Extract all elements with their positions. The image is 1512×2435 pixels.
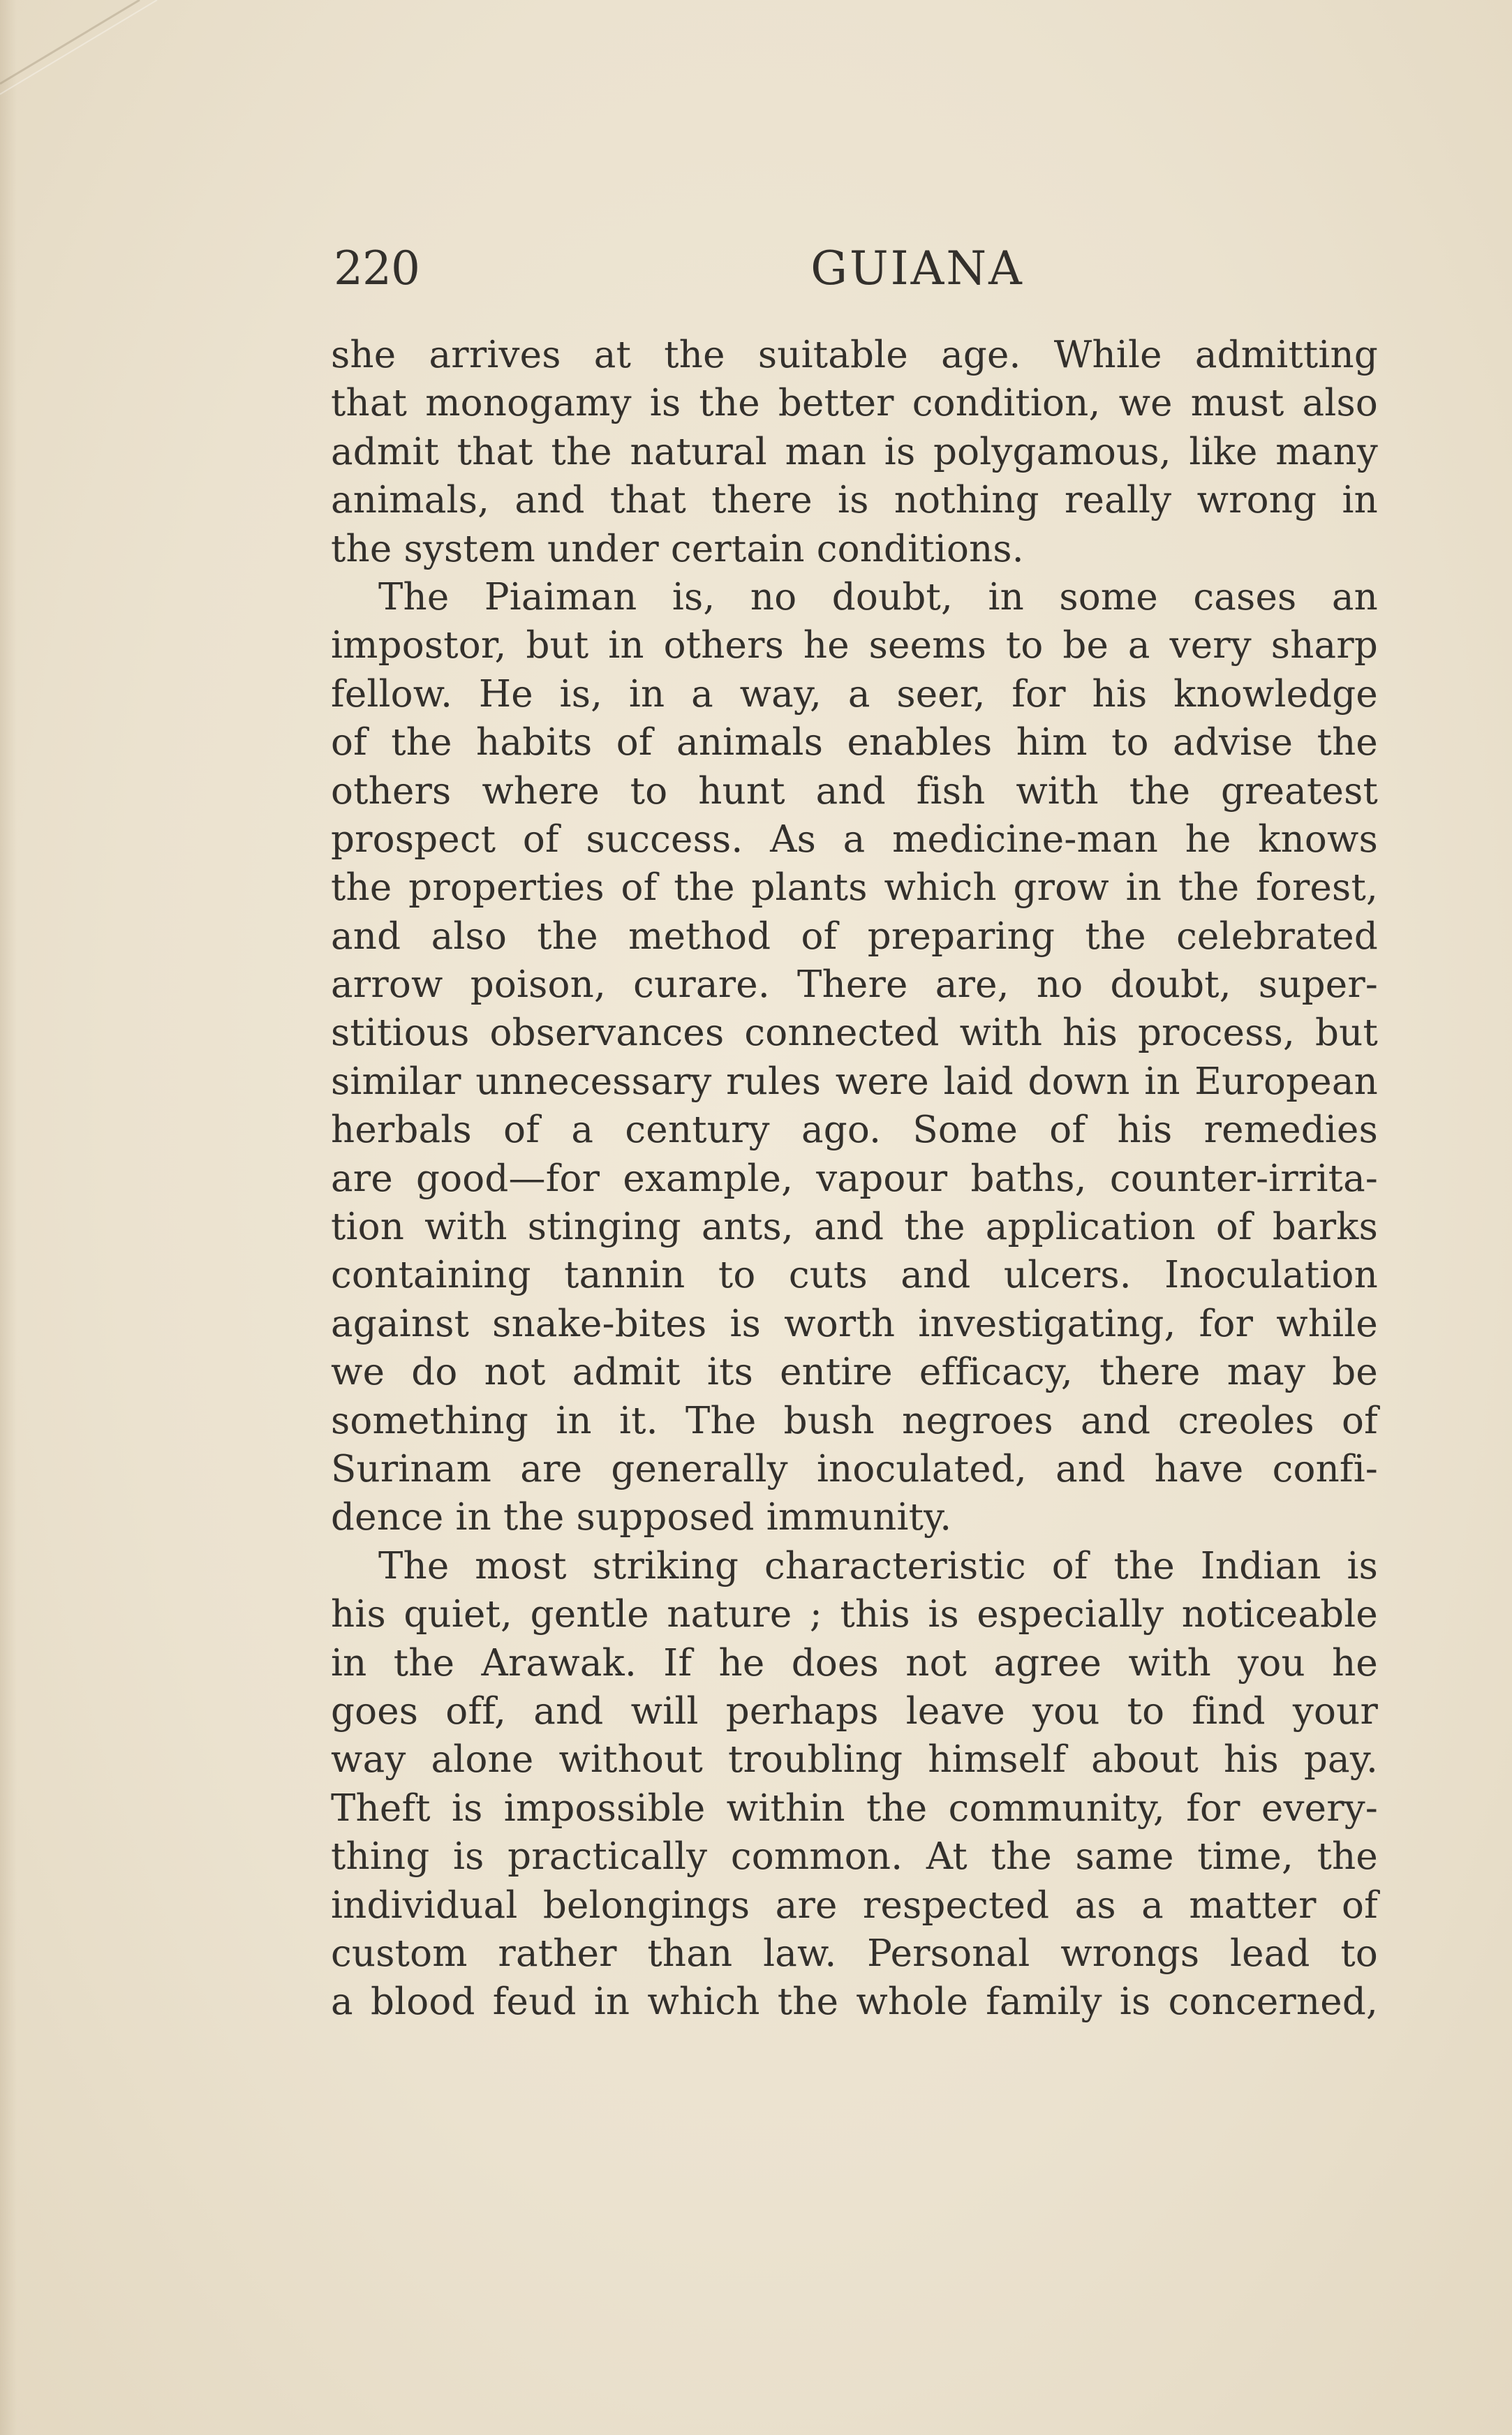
text-line: Surinam are generally inoculated, and have confi- (331, 1447, 1378, 1490)
text-line: that monogamy is the better condition, we must also (331, 382, 1378, 425)
paragraph-start-line: The Piaiman is, no doubt, in some cases an (378, 575, 1378, 619)
text-line: we do not admit its entire efficacy, there may be (331, 1351, 1378, 1394)
page-edge-shadow (0, 0, 17, 2435)
text-line: herbals of a century ago. Some of his remedies (331, 1109, 1378, 1152)
text-line: the system under certain conditions. (331, 527, 1024, 570)
text-line: animals, and that there is nothing really wrong in (331, 479, 1378, 522)
text-line: containing tannin to cuts and ulcers. Inoculation (331, 1254, 1378, 1297)
page-header (334, 237, 1375, 300)
text-line: in the Arawak. If he does not agree with you he (331, 1641, 1378, 1685)
text-line: a blood feud in which the whole family is concerned, (331, 1981, 1378, 2024)
text-line: individual belongings are respected as a matter of (331, 1883, 1378, 1927)
text-line: stitious observances connected with his process, but (331, 1012, 1378, 1055)
text-line: Theft is impossible within the community, for every- (331, 1786, 1378, 1830)
text-line: impostor, but in others he seems to be a very sharp (331, 624, 1378, 667)
text-line: of the habits of animals enables him to advise the (331, 721, 1378, 764)
text-line: custom rather than law. Personal wrongs lead to (331, 1932, 1378, 1975)
text-line: something in it. The bush negroes and creoles of (331, 1399, 1378, 1442)
text-line: admit that the natural man is polygamous, like many (331, 430, 1378, 473)
text-line: thing is practically common. At the same time, the (331, 1835, 1378, 1879)
paragraph-start-line: The most striking characteristic of the Indian is (378, 1544, 1378, 1587)
text-line: against snake-bites is worth investigating, for while (331, 1302, 1378, 1345)
text-line: she arrives at the suitable age. While admitting (331, 334, 1378, 376)
running-title: GUIANA (810, 242, 1024, 295)
text-line: similar unnecessary rules were laid down in European (331, 1060, 1378, 1103)
text-line: his quiet, gentle nature ; this is especially noticeable (331, 1593, 1378, 1636)
body-text (331, 331, 1378, 2027)
text-line: tion with stinging ants, and the application of barks (331, 1206, 1378, 1249)
text-line: prospect of success. As a medicine-man he knows (331, 817, 1378, 861)
text-line: are good—for example, vapour baths, counter-irrita- (331, 1157, 1378, 1200)
text-line: dence in the supposed immunity. (331, 1496, 952, 1539)
text-line: and also the method of preparing the celebrated (331, 915, 1378, 958)
corner-crease (0, 0, 181, 126)
text-line: the properties of the plants which grow in the forest, (331, 866, 1378, 910)
text-line: fellow. He is, in a way, a seer, for his knowledge (331, 672, 1378, 716)
text-line: arrow poison, curare. There are, no doubt, super- (331, 963, 1378, 1007)
text-line: way alone without troubling himself about his pay. (331, 1738, 1378, 1782)
text-line: others where to hunt and fish with the greatest (331, 769, 1378, 813)
page-number: 220 (334, 242, 420, 295)
text-line: goes off, and will perhaps leave you to find your (331, 1689, 1378, 1733)
